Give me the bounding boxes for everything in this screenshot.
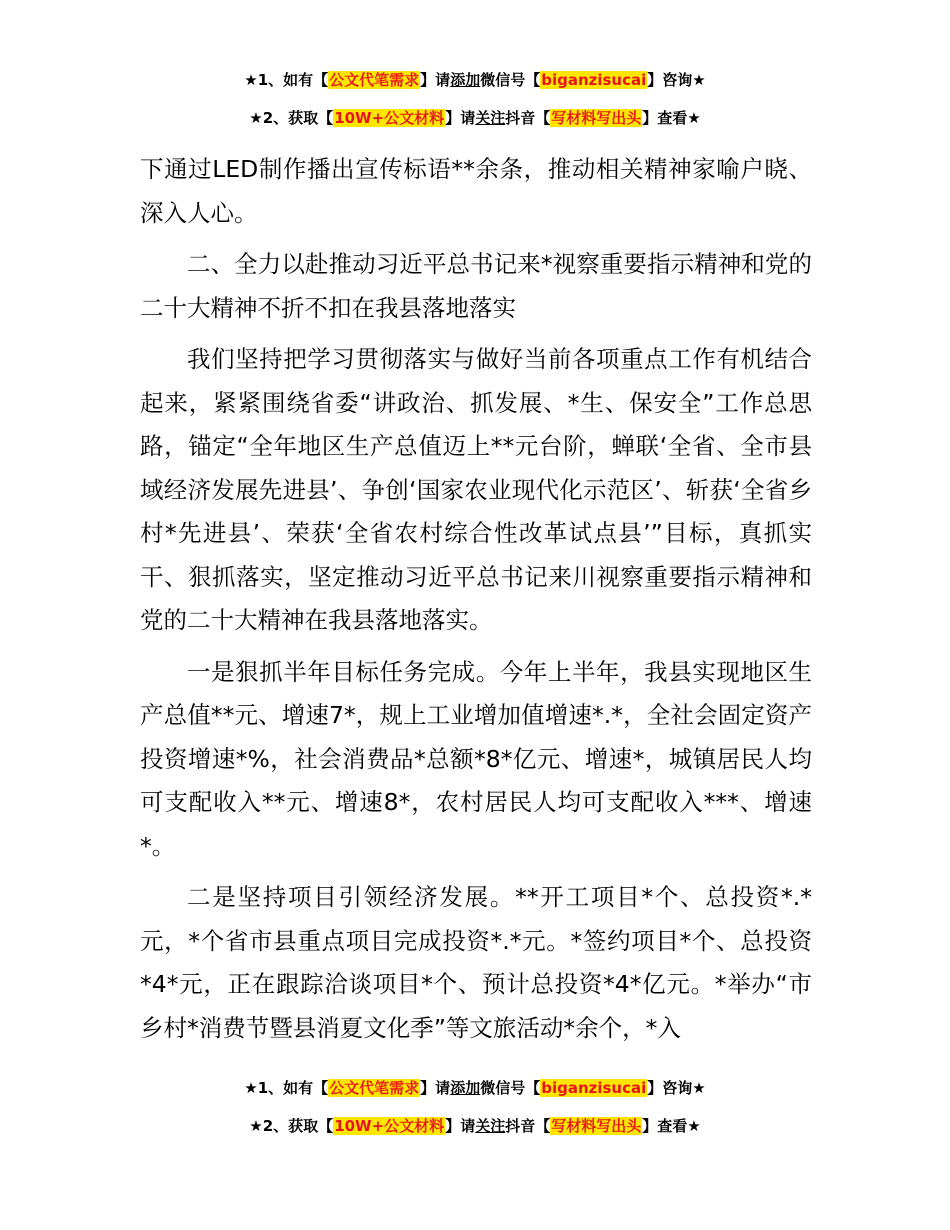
promo-douyin-account: 写材料写出头 bbox=[551, 1117, 642, 1135]
header-promo-line-1 bbox=[0, 69, 950, 91]
promo-text: 微信号【 bbox=[480, 71, 541, 89]
promo-highlight: 公文代笔需求 bbox=[329, 71, 420, 89]
promo-highlight: 公文代笔需求 bbox=[329, 1079, 420, 1097]
body-paragraph: 我们坚持把学习贯彻落实与做好当前各项重点工作有机结合起来，紧紧围绕省委“讲政治、抓发展、*生、保安全”工作总思路，锚定“全年地区生产总值迈上**元台阶，蝉联‘全省、全市县域经济发展先进县’、争创‘国家农业现代化示范区’、斩获‘全省乡村*先进县’、荣获‘全省农村综合性改革试点县’”目标，真抓实干、狠抓落实，坚定推动习近平总书记来川视察重要指示精神和党的二十大精神在我县落地落实。 bbox=[140, 345, 812, 634]
promo-wechat-id: biganzisucai bbox=[541, 1079, 647, 1097]
promo-underlined: 关注 bbox=[475, 109, 506, 127]
promo-prefix: ★1、如有【 bbox=[244, 1079, 329, 1097]
promo-text: 抖音【 bbox=[505, 1117, 551, 1135]
body-paragraph: 二是坚持项目引领经济发展。**开工项目*个、总投资*.*元，*个省市县重点项目完成投资*.*元。*签约项目*个、总投资*4*元，正在跟踪洽谈项目*个、预计总投资*4*亿元。*举办“市乡村*消费节暨县消夏文化季”等文旅活动*余个，*入 bbox=[140, 883, 812, 1042]
document-body bbox=[140, 148, 812, 1058]
promo-suffix: 】查看★ bbox=[642, 109, 701, 127]
promo-text: 抖音【 bbox=[505, 109, 551, 127]
promo-underlined: 添加 bbox=[450, 1079, 481, 1097]
promo-text: 】请 bbox=[420, 1079, 451, 1097]
header-promo-line-2 bbox=[0, 107, 950, 129]
body-paragraph: 一是狠抓半年目标任务完成。今年上半年，我县实现地区生产总值**元、增速7*，规上工业增加值增速*.*，全社会固定资产投资增速*%，社会消费品*总额*8*亿元、增速*，城镇居民人均可支配收入**元、增速8*，农村居民人均可支配收入***、增速*。 bbox=[140, 657, 812, 860]
promo-highlight: 10W+公文材料 bbox=[334, 1117, 445, 1135]
promo-underlined: 关注 bbox=[475, 1117, 506, 1135]
promo-underlined: 添加 bbox=[450, 71, 481, 89]
promo-text: 】请 bbox=[420, 71, 451, 89]
footer-promo-line-2 bbox=[0, 1115, 950, 1137]
promo-prefix: ★2、获取【 bbox=[249, 109, 334, 127]
section-heading: 二、全力以赴推动习近平总书记来*视察重要指示精神和党的二十大精神不折不扣在我县落地落实 bbox=[140, 250, 812, 322]
promo-suffix: 】查看★ bbox=[642, 1117, 701, 1135]
body-paragraph-continued: 下通过LED制作播出宣传标语**余条，推动相关精神家喻户晓、深入人心。 bbox=[140, 155, 812, 227]
promo-highlight: 10W+公文材料 bbox=[334, 109, 445, 127]
promo-text: 】请 bbox=[445, 1117, 476, 1135]
promo-prefix: ★2、获取【 bbox=[249, 1117, 334, 1135]
promo-prefix: ★1、如有【 bbox=[244, 71, 329, 89]
footer-promo-line-1 bbox=[0, 1077, 950, 1099]
promo-text: 】请 bbox=[445, 109, 476, 127]
promo-douyin-account: 写材料写出头 bbox=[551, 109, 642, 127]
promo-suffix: 】咨询★ bbox=[647, 1079, 706, 1097]
promo-text: 微信号【 bbox=[480, 1079, 541, 1097]
promo-suffix: 】咨询★ bbox=[647, 71, 706, 89]
promo-wechat-id: biganzisucai bbox=[541, 71, 647, 89]
